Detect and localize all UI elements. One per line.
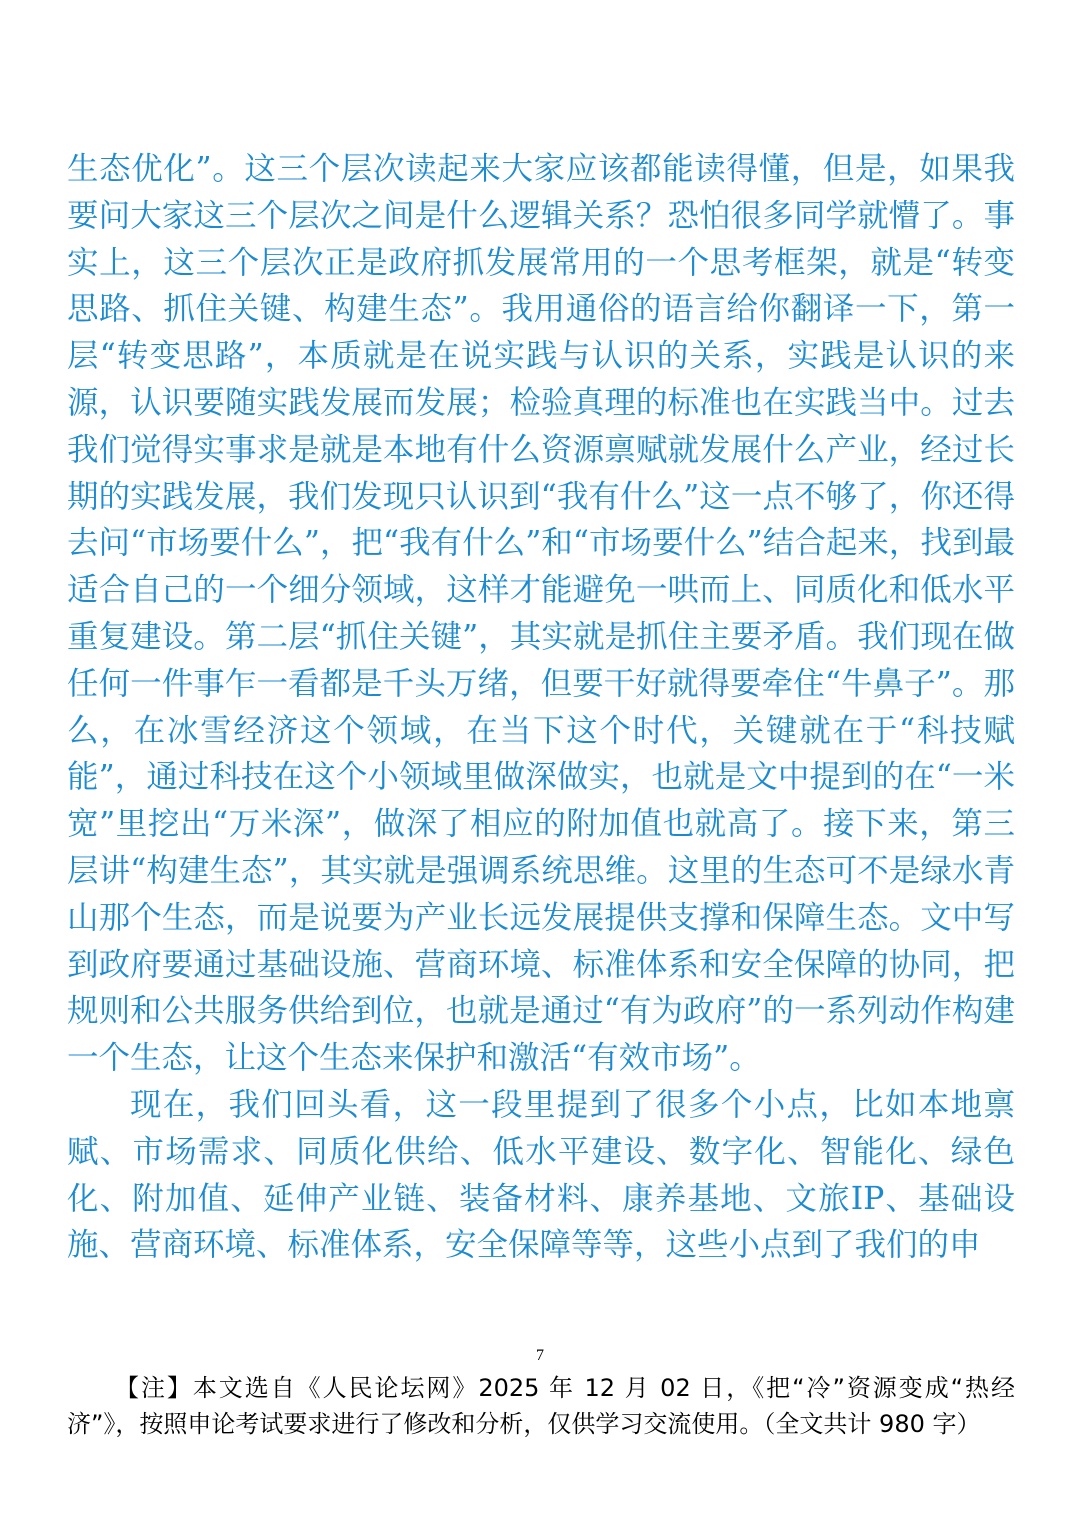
page-number: 7: [536, 1347, 544, 1364]
paragraph-2: 现在，我们回头看，这一段里提到了很多个小点，比如本地禀赋、市场需求、同质化供给、低水平建设、数字化、智能化、绿色化、附加值、延伸产业链、装备材料、康养基地、文旅IP、基础设施、营商环境、标准体系，安全保障等等，这些小点到了我们的申: [67, 1086, 1015, 1264]
source-note: 【注】本文选自《人民论坛网》2025 年 12 月 02 日，《把“冷”资源变成“热经济”》，按照申论考试要求进行了修改和分析，仅供学习交流使用。（全文共计 980 字）: [67, 1374, 1015, 1438]
article-body: [67, 146, 1015, 1269]
paragraph-1: 生态优化”。这三个层次读起来大家应该都能读得懂，但是，如果我要问大家这三个层次之间是什么逻辑关系？恐怕很多同学就懵了。事实上，这三个层次正是政府抓发展常用的一个思考框架，就是“转变思路、抓住关键、构建生态”。我用通俗的语言给你翻译一下，第一层“转变思路”，本质就是在说实践与认识的关系，实践是认识的来源，认识要随实践发展而发展；检验真理的标准也在实践当中。过去我们觉得实事求是就是本地有什么资源禀赋就发展什么产业，经过长期的实践发展，我们发现只认识到“我有什么”这一点不够了，你还得去问“市场要什么”，把“我有什么”和“市场要什么”结合起来，找到最适合自己的一个细分领域，这样才能避免一哄而上、同质化和低水平重复建设。第二层“抓住关键”，其实就是抓住主要矛盾。我们现在做任何一件事乍一看都是千头万绪，但要干好就得要牵住“牛鼻子”。那么，在冰雪经济这个领域，在当下这个时代，关键就在于“科技赋能”，通过科技在这个小领域里做深做实，也就是文中提到的在“一米宽”里挖出“万米深”，做深了相应的附加值也就高了。接下来，第三层讲“构建生态”，其实就是强调系统思维。这里的生态可不是绿水青山那个生态，而是说要为产业长远发展提供支撑和保障生态。文中写到政府要通过基础设施、营商环境、标准体系和安全保障的协同，把规则和公共服务供给到位，也就是通过“有为政府”的一系列动作构建一个生态，让这个生态来保护和激活“有效市场”。: [67, 151, 1015, 1077]
